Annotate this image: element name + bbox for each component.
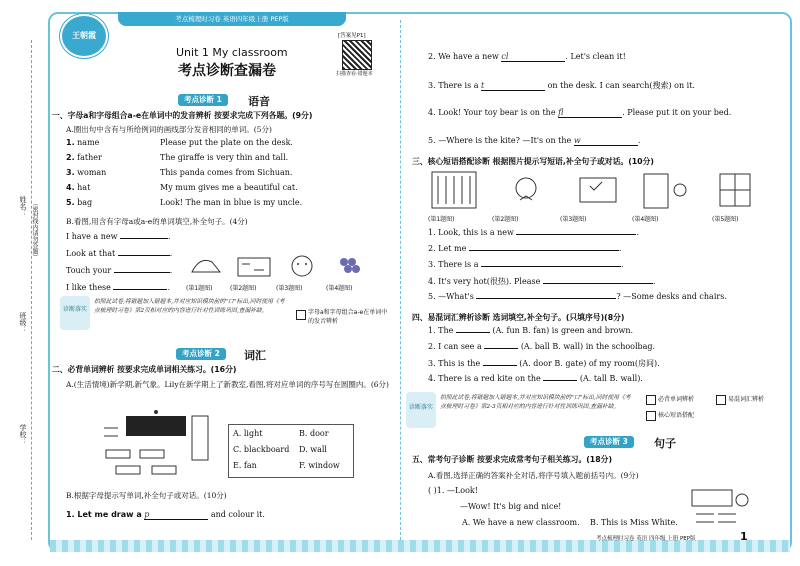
sec1-title: 语音 xyxy=(248,95,270,108)
page-divider xyxy=(400,20,401,540)
qr-caption: 扫描查看·错题本 xyxy=(336,71,373,77)
q1-item: 1. name Please put the plate on the desk. xyxy=(66,138,293,147)
answer-blank[interactable] xyxy=(113,289,167,290)
diag-note: 拍照此试卷,将错题加入错题本,并对应知识模块前的"口"标出,同时使用《考点梳理时习卷》第2页相对应的内容进行针对性训练巩固,查漏补缺。 xyxy=(94,299,285,314)
caption: (第2题图) xyxy=(492,216,519,223)
name-label: 姓名： xyxy=(19,196,27,217)
page-number: 1 xyxy=(740,530,748,543)
classroom-scene-picture xyxy=(688,486,752,526)
diag-check-label: 字母a和字母组合a-e在单词中的发音辨析 xyxy=(308,309,388,325)
sec3-badge: 考点诊断 3 xyxy=(584,436,634,448)
fill-item: 2. Let me . xyxy=(428,244,622,253)
fill-item: Touch your . xyxy=(66,266,173,275)
answer-blank[interactable] xyxy=(543,283,653,284)
q1-pictures xyxy=(188,252,372,280)
diag2-checkbox[interactable] xyxy=(646,411,656,421)
q1-items xyxy=(66,138,386,213)
binding-margin xyxy=(0,0,46,566)
fill-item: 2. We have a new cl . Let's clean it! xyxy=(428,52,626,61)
diag2-note: 拍照此试卷,将错题加入错题本,并对应知识模块前的"口"标出,同时使用《考点梳理时习卷》第2-3页相对应的内容进行针对性训练巩固,查漏补缺。 xyxy=(440,395,631,410)
q1-item: 3. woman This panda comes from Sichuan. xyxy=(66,168,293,177)
caption: (第4题图) xyxy=(632,216,659,223)
fill-item: 1. Look, this is a new . xyxy=(428,228,639,237)
diag2-checks-2: 易混词汇辨析 xyxy=(716,392,764,408)
q2-partB: B.根据字母提示写单词,补全句子或对话。(10分) xyxy=(66,491,227,500)
q1-text: 一、字母a和字母组合a-e在单词中的发音辨析 按要求完成下列各题。(9分) xyxy=(52,111,313,120)
map-picture xyxy=(238,258,270,276)
q2-b1: 1. Let me draw a p and colour it. xyxy=(66,510,265,519)
q5-partA: A.看图,选择正确的答案补全对话,将序号填入题前括号内。(9分) xyxy=(428,471,639,480)
seal-label: （密封线内请勿答题） xyxy=(31,200,38,260)
school-label: 学校： xyxy=(19,424,27,445)
face-picture xyxy=(292,256,312,276)
answer-blank[interactable] xyxy=(483,365,517,366)
main-title: 考点诊断查漏卷 xyxy=(178,63,276,79)
q2-partA: A.(生活情境)新学期,新气象。Lily在新学期上了新教室,看图,将对应单词的序号写在圆圈内。(6分) xyxy=(66,380,389,389)
caption: (第2题图) xyxy=(230,285,257,292)
answer-blank[interactable]: p xyxy=(144,510,208,520)
q4-items xyxy=(428,326,660,390)
sec2-title: 词汇 xyxy=(244,349,266,362)
footer-text: 考点梳理时习卷 英语 四年级 上册 PEP版 xyxy=(596,536,696,542)
q5-optA: A. We have a new classroom. xyxy=(462,518,580,527)
sec2-badge: 考点诊断 2 xyxy=(176,348,226,360)
q1-item: 4. hat My mum gives me a beautiful cat. xyxy=(66,183,298,192)
answer-blank[interactable] xyxy=(476,298,616,299)
choice-item: 1. The (A. fun B. fan) is green and brown. xyxy=(428,326,634,335)
diag2-checks: 必背单词辨析 核心短语搭配 xyxy=(646,392,694,424)
fill-item: 3. There is a . xyxy=(428,260,624,269)
answer-blank[interactable] xyxy=(516,234,636,235)
caption: (第3题图) xyxy=(276,285,303,292)
fill-item: I have a new . xyxy=(66,232,171,241)
banner: 考点梳理时习卷 英语四年级上册 PEP版 xyxy=(118,12,346,26)
unit-title: Unit 1 My classroom xyxy=(176,46,288,59)
cap-picture xyxy=(192,260,220,272)
q4-text: 四、易混词汇辨析诊断 选词填空,补全句子。(只填序号)(8分) xyxy=(412,313,625,322)
choice-item: 2. I can see a (A. ball B. wall) in the schoolbag. xyxy=(428,342,656,351)
caption: (第5题图) xyxy=(712,216,739,223)
q1-item: 2. father The giraffe is very thin and tall. xyxy=(66,153,289,162)
diag2-checkbox[interactable] xyxy=(646,395,656,405)
fill-item: 4. Look! Your toy bear is on the fl . Please put it on your bed. xyxy=(428,108,732,117)
sec3-title: 句子 xyxy=(654,437,676,450)
answer-blank[interactable] xyxy=(484,348,518,349)
answer-blank[interactable] xyxy=(543,380,577,381)
q2-text: 二、必背单词辨析 按要求完成单词相关练习。(16分) xyxy=(52,365,237,374)
answer-blank[interactable] xyxy=(456,332,490,333)
fill-item: 4. It's very hot(很热). Please . xyxy=(428,277,656,286)
options-box: A. light B. door C. blackboard D. wall E. fan F. window xyxy=(228,424,354,478)
q5-d2: —Wow! It's big and nice! xyxy=(460,502,562,511)
diag-checkbox[interactable] xyxy=(296,310,306,320)
logo-badge xyxy=(60,14,108,58)
right-cont xyxy=(428,52,788,160)
diag2-label-box: 诊断落实 xyxy=(406,392,436,428)
caption: (第4题图) xyxy=(326,285,353,292)
answer-blank[interactable] xyxy=(120,238,168,239)
answer-page: [答案见P1] xyxy=(338,33,366,39)
choice-item: 3. This is the (A. door B. gate) of my room(房间). xyxy=(428,359,660,368)
fill-item: 3. There is a t on the desk. I can search(搜索) on it. xyxy=(428,81,695,90)
q5-optB: B. This is Miss White. xyxy=(590,518,678,527)
q1-b-items xyxy=(66,232,172,300)
logo-text: 王朝霞 xyxy=(72,31,96,40)
q3-pictures xyxy=(430,168,770,212)
choice-item: 4. There is a red kite on the (A. tall B. wall). xyxy=(428,374,643,383)
q1-item: 5. bag Look! The man in blue is my uncle. xyxy=(66,198,303,207)
class-label: 班级： xyxy=(19,312,27,333)
q5-text: 五、常考句子诊断 按要求完成常考句子相关练习。(18分) xyxy=(412,455,613,464)
qr-code[interactable] xyxy=(342,40,372,70)
answer-blank[interactable] xyxy=(469,250,619,251)
q3-text: 三、核心短语搭配诊断 根据图片提示写短语,补全句子或对话。(10分) xyxy=(412,157,654,166)
diag2-checkbox[interactable] xyxy=(716,395,726,405)
caption: (第3题图) xyxy=(560,216,587,223)
fill-item: I like these . xyxy=(66,283,170,292)
caption: (第1题图) xyxy=(186,285,213,292)
diag-label-box: 诊断落实 xyxy=(60,296,90,330)
answer-blank[interactable] xyxy=(481,266,621,267)
fill-item: Look at that . xyxy=(66,249,173,258)
fill-item: 5. —Where is the kite? —It's on the w . xyxy=(428,136,641,145)
fill-item: 5. —What's ? —Some desks and chairs. xyxy=(428,292,727,301)
caption: (第1题图) xyxy=(428,216,455,223)
sec1-badge: 考点诊断 1 xyxy=(178,94,228,106)
grapes-picture xyxy=(340,258,360,273)
q3-items xyxy=(428,228,727,308)
seal-line xyxy=(31,40,32,540)
q1-partA: A.圈出句中含有与所给例词的画线部分发音相同的单词。(5分) xyxy=(66,125,272,134)
q5-d1: ( )1. —Look! xyxy=(428,486,478,495)
answer-blank[interactable] xyxy=(114,272,170,273)
answer-blank[interactable] xyxy=(118,255,170,256)
classroom-picture xyxy=(96,410,226,482)
q1-partB: B.看图,用含有字母a或a-e的单词填空,补全句子。(4分) xyxy=(66,217,248,226)
